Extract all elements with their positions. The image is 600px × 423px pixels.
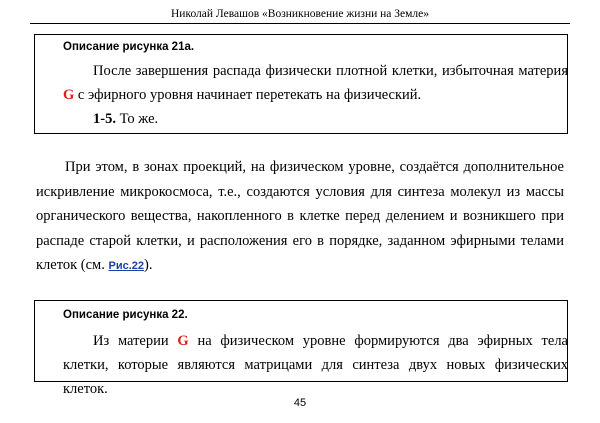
item-number: 1-5.	[93, 111, 116, 127]
page-number: 45	[293, 397, 307, 409]
figure-21a-paragraph	[63, 59, 568, 107]
matter-g-symbol: G	[63, 87, 75, 103]
matter-g-symbol: G	[177, 333, 189, 349]
item-text: То же.	[115, 111, 159, 127]
figure-22-caption: Описание рисунка 22.	[63, 309, 188, 321]
figure-21a-text-start: После завершения распада физически плотной клетки, избыточная материя	[93, 63, 568, 79]
page-header: Николай Левашов «Возникновение жизни на Земле»	[170, 8, 429, 20]
figure-22-text-end: на физическом уровне формируются два эфирных тела клетки, которые являются матрицами для синтеза двух новых физических клеток.	[63, 333, 568, 397]
figure-21a-caption: Описание рисунка 21а.	[63, 41, 195, 53]
figure-21a-description-box	[34, 34, 568, 134]
figure-22-text-start: Из материи	[93, 333, 178, 349]
figure-21a-text-end: с эфирного уровня начинает перетекать на физический.	[74, 87, 422, 103]
body-text-end: ).	[144, 257, 153, 273]
body-text-start: При этом, в зонах проекций, на физическом уровне, создаётся дополнительное искривление микрокосмоса, т.е., создаются условия для синтеза молекул из массы органического вещества, накопленного в клетке перед делением и возникшего при распаде старой клетки, и расположения его в порядке, заданном эфирными телами клеток (см.	[36, 159, 564, 273]
body-paragraph	[36, 155, 564, 279]
figure-22-paragraph	[63, 329, 568, 401]
figure-22-link[interactable]: Рис.22	[108, 260, 144, 272]
figure-22-description-box	[34, 300, 568, 397]
header-rule	[30, 23, 570, 24]
figure-21a-item	[63, 107, 568, 131]
